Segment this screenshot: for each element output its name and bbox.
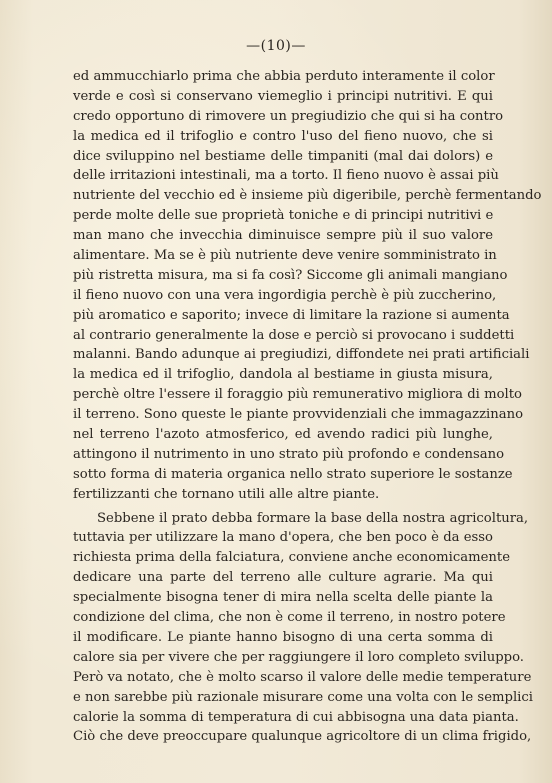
text-line: dice sviluppino nel bestiame delle timpaniti (mal dai dolors) e [73,148,493,164]
text-line: il fieno nuovo con una vera ingordigia perchè è più zuccherino, [73,287,497,303]
text-line: più ristretta misura, ma si fa così? Siccome gli animali mangiano [73,267,508,283]
text-line: credo opportuno di rimovere un pregiudizio che qui si ha contro [73,108,504,124]
text-line: la medica ed il trifoglio e contro l'uso del fieno nuovo, che si [73,128,493,144]
text-line: fertilizzanti che tornano utili alle altre piante. [73,486,380,502]
text-line: attingono il nutrimento in uno strato più profondo e condensano [73,446,505,462]
text-line: specialmente bisogna tener di mira nella scelta delle piante la [73,590,493,606]
text-line: il modificare. Le piante hanno bisogno di una certa somma di [73,629,493,645]
text-line: sotto forma di materia organica nello strato superiore le sostanze [73,466,513,482]
text-line: alimentare. Ma se è più nutriente deve venire somministrato in [73,248,497,264]
text-line: delle irritazioni intestinali, ma a torto. Il fieno nuovo è assai più [73,168,499,184]
text-line: Sebbene il prato debba formare la base della nostra agricoltura, [97,510,529,526]
text-line: man mano che invecchia diminuisce sempre più il suo valore [73,228,493,244]
text-line: calorie la somma di temperatura di cui abbisogna una data pianta. [73,709,519,725]
text-line: nel terreno l'azoto atmosferico, ed avendo radici più lunghe, [73,427,493,443]
text-line: il terreno. Sono queste le piante provvidenziali che immagazzinano [73,407,524,423]
page-number: —(10)— [246,38,306,54]
text-line: ed ammucchiarlo prima che abbia perduto interamente il color [73,69,495,84]
page-body [73,67,542,747]
text-line: richiesta prima della falciatura, conviene anche economicamente [73,550,511,566]
text-line: perde molte delle sue proprietà toniche e di principi nutritivi e [73,208,494,224]
text-line: dedicare una parte del terreno alle culture agrarie. Ma qui [73,570,493,586]
text-line: al contrario generalmente la dose e perciò si provocano i suddetti [73,327,515,343]
text-line: calore sia per vivere che per raggiungere il loro completo sviluppo. [73,649,525,665]
text-line: verde e così si conservano viemeglio i principi nutritivi. E qui [73,88,493,104]
text-line: più aromatico e saporito; invece di limitare la razione si aumenta [73,307,510,323]
text-line: malanni. Bando adunque ai pregiudizi, diffondete nei prati artificiali [73,347,530,363]
text-line: condizione del clima, che non è come il terreno, in nostro potere [73,610,506,626]
text-line: perchè oltre l'essere il foraggio più remunerativo migliora di molto [73,387,522,403]
text-line: Ciò che deve preoccupare qualunque agricoltore di un clima frigido, [73,729,532,745]
text-line: nutriente del vecchio ed è insieme più digeribile, perchè fermentando [73,188,542,204]
text-line: tuttavia per utilizzare la mano d'opera, che ben poco è da esso [73,530,493,546]
text-line: e non sarebbe più razionale misurare come una volta con le semplici [73,689,533,705]
text-line: Però va notato, che è molto scarso il valore delle medie temperature [73,669,532,685]
text-line: la medica ed il trifoglio, dandola al bestiame in giusta misura, [73,367,493,383]
